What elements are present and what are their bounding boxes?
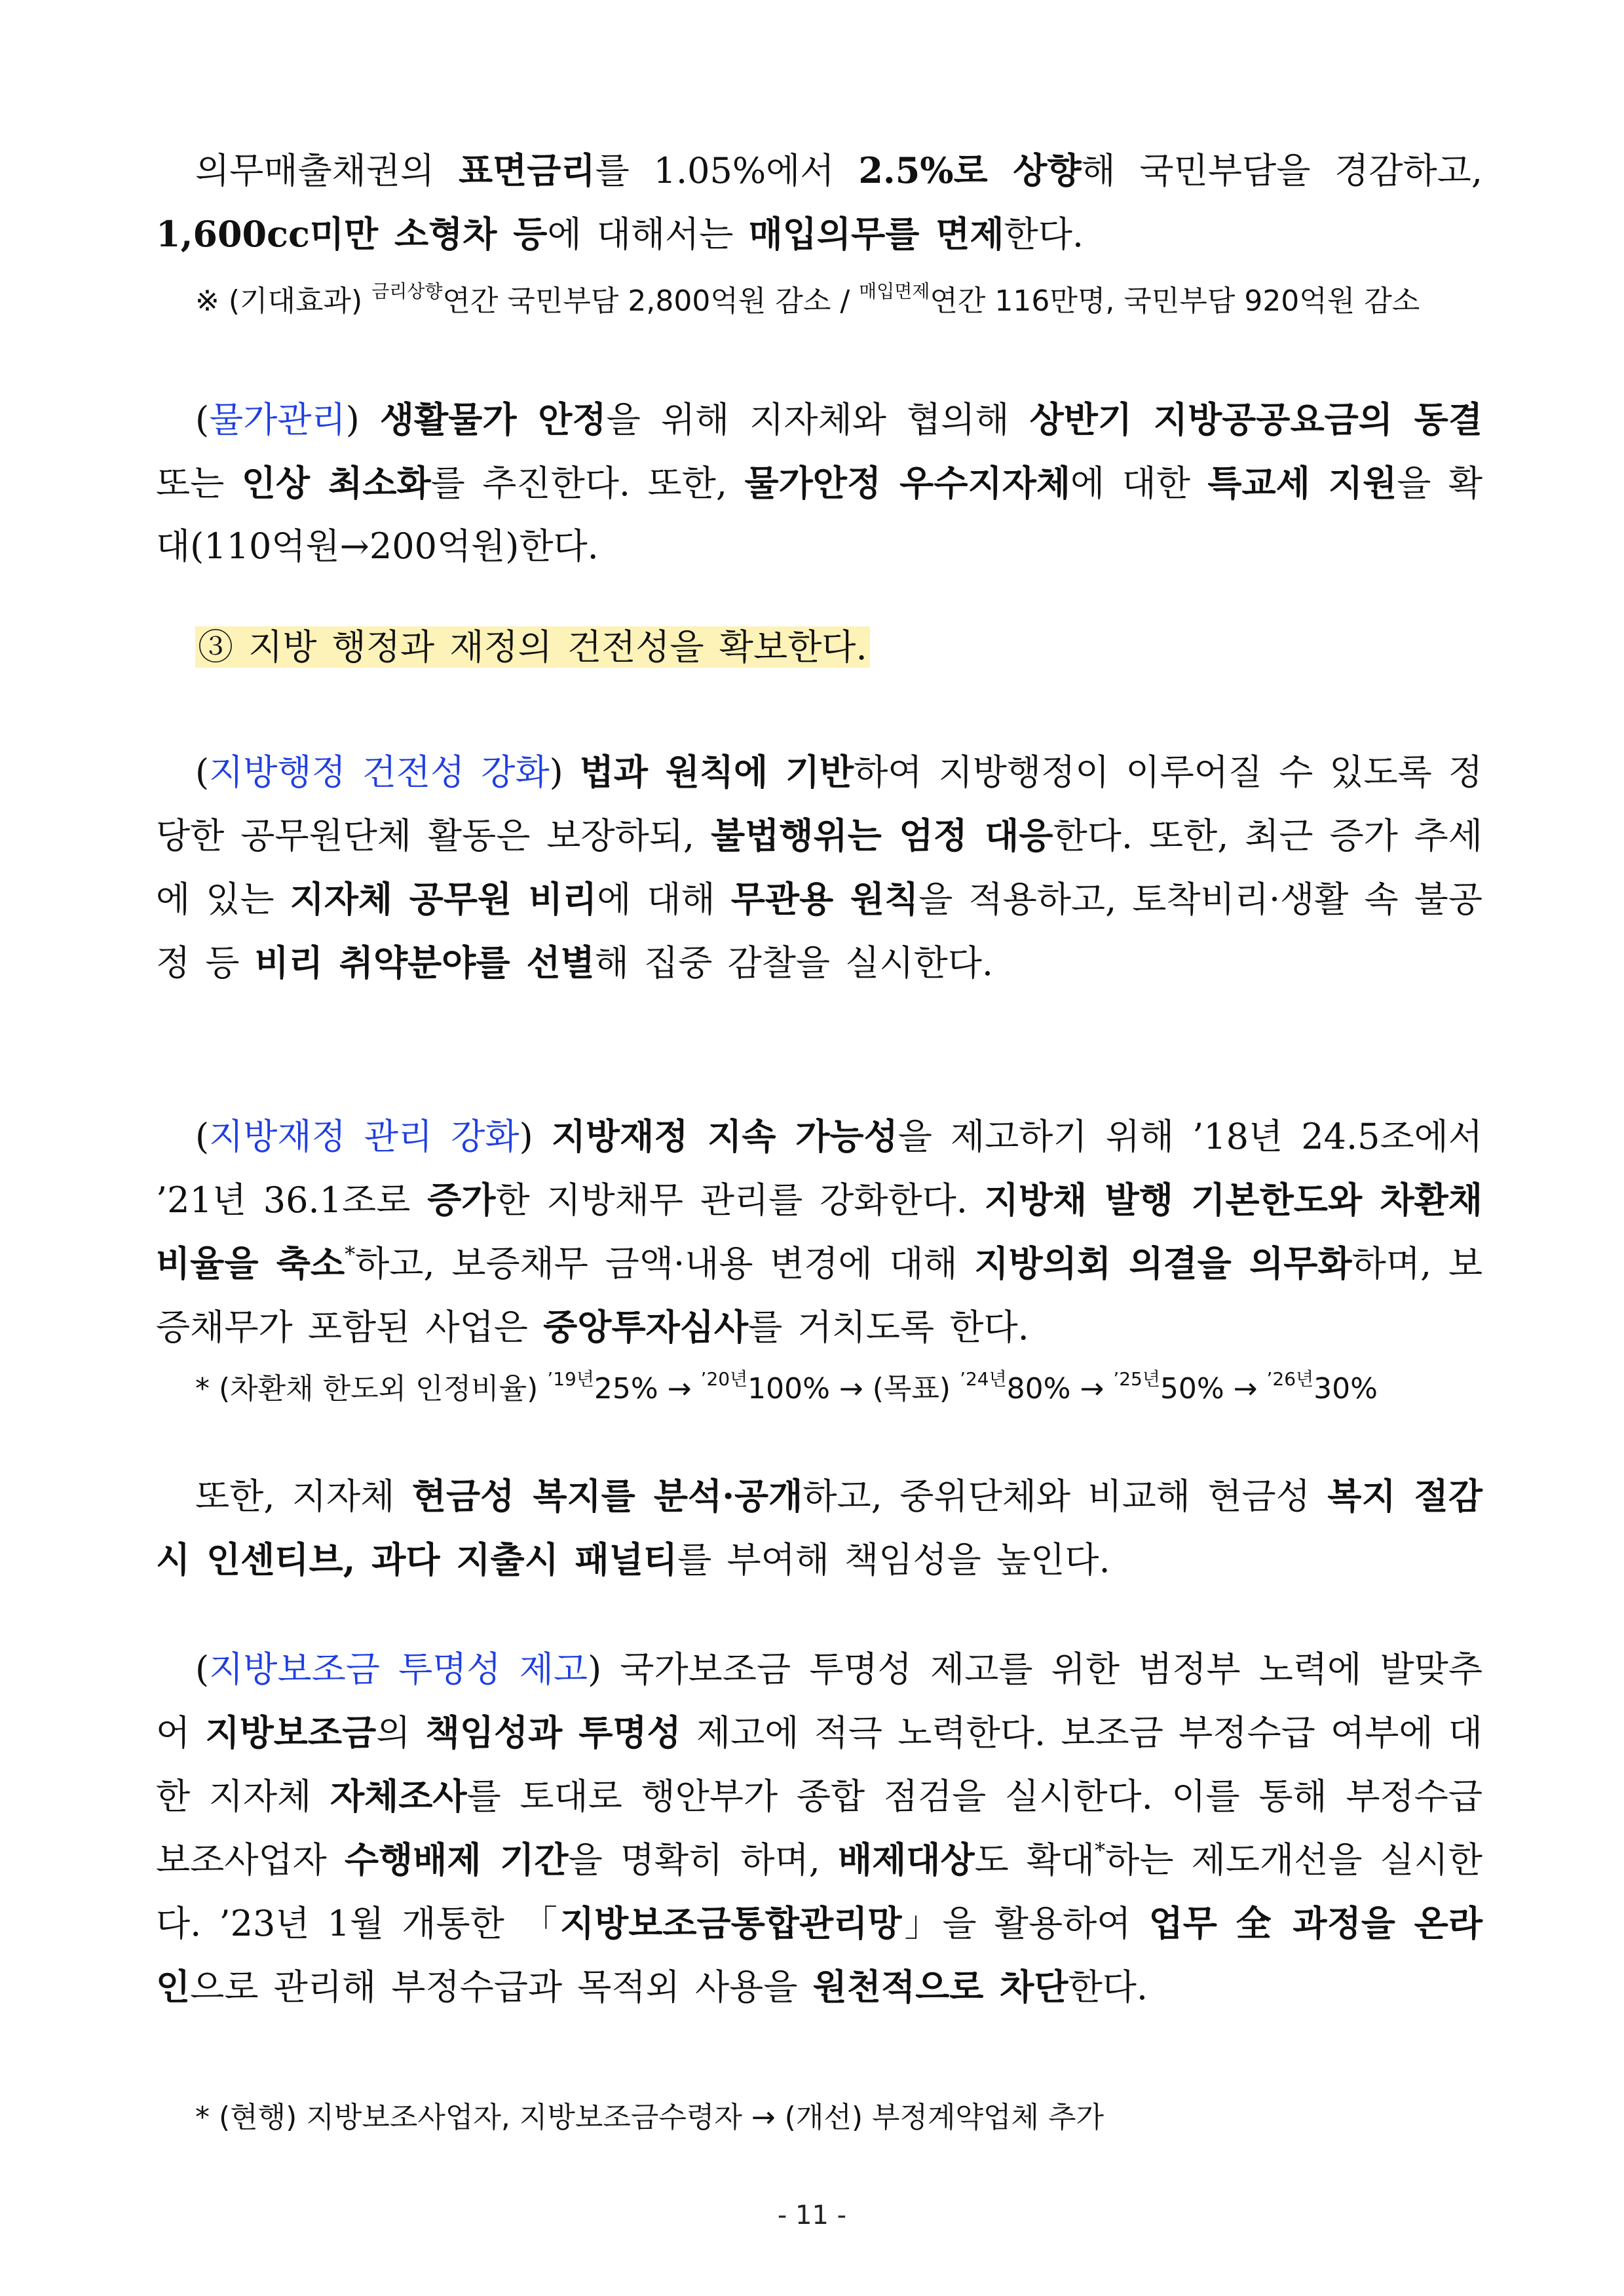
- emphasis: 무관용 원칙: [730, 878, 919, 920]
- text: 」을 활용하여: [901, 1903, 1149, 1944]
- emphasis: 중앙투자심사: [543, 1306, 749, 1348]
- section-heading: [156, 616, 1482, 679]
- footnote-mark: *: [345, 1242, 356, 1267]
- note-expected-effect: [195, 282, 1420, 321]
- paragraph-local-finance: (지방재정 관리 강화) 지방재정 지속 가능성을 제고하기 위해 ’18년 24.5조에서 ’21년 36.1조로 증가한 지방채무 관리를 강화한다. 지방채 발행 기본한도와 차환채 비율을 축소*하고, 보증채무 금액·내용 변경에 대해 지방의회 의결을 의무화하며, 보증채무가 포함된 사업은 중앙투자심사를 거치도록 한다.: [156, 1115, 1483, 1348]
- text: 또한, 지자체: [195, 1476, 412, 1517]
- emphasis: 특교세 지원: [1207, 462, 1397, 504]
- page-number: - 11 -: [777, 2200, 847, 2230]
- emphasis: 지자체 공무원 비리: [290, 878, 597, 920]
- emphasis: 인상 최소화: [241, 462, 431, 504]
- text: 해 집중 감찰을 실시한다.: [594, 942, 994, 984]
- emphasis: 생활물가 안정: [379, 398, 607, 440]
- emphasis: 지방재정 지속 가능성: [551, 1115, 898, 1157]
- note-refinancing-ratio: * (차환채 한도외 인정비율) $^{’19년}$25% → $^{’20년}$100% → (목표) $^{’24년}$80% → $^{’25년}$50% → $^{’26년}$30%: [195, 1368, 1378, 1406]
- note-prefix: ※ (기대효과): [195, 284, 372, 318]
- emphasis: 원천적으로 차단: [812, 1966, 1068, 2008]
- text: 를 부여해 책임성을 높인다.: [677, 1539, 1110, 1580]
- superscript: 매입면제: [859, 280, 930, 302]
- section-tag: 지방보조금 투명성 제고: [209, 1649, 588, 1690]
- year-label: ’25년: [1113, 1368, 1160, 1390]
- text: 연간 국민부담 2,800억원 감소 /: [442, 284, 859, 318]
- emphasis: 지방의회 의결을 의무화: [974, 1242, 1352, 1284]
- section-tag: 지방행정 건전성 강화: [209, 752, 550, 793]
- note-prefix: * (차환채 한도외 인정비율): [195, 1372, 548, 1406]
- emphasis: 업무 全 과정을 온라인: [156, 1902, 1483, 2008]
- text: 한다.: [1068, 1966, 1148, 2008]
- emphasis: 2.5%로 상향: [858, 149, 1082, 191]
- year-label: ’26년: [1266, 1368, 1314, 1390]
- emphasis: 1,600cc미만 소형차 등: [156, 213, 548, 255]
- superscript: 금리상향: [371, 280, 443, 302]
- paragraph-local-admin: (지방행정 건전성 강화) 법과 원칙에 기반하여 지방행정이 이루어질 수 있도록 정당한 공무원단체 활동은 보장하되, 불법행위는 엄정 대응한다. 또한, 최근 증가 추세에 있는 지자체 공무원 비리에 대해 무관용 원칙을 적용하고, 토착비리·생활 속 불공정 등 비리 취약분야를 선별해 집중 감찰을 실시한다.: [156, 751, 1483, 984]
- emphasis: 매입의무를 면제: [748, 213, 1004, 255]
- section-tag: 지방재정 관리 강화: [209, 1116, 519, 1157]
- paragraph-cash-welfare: [156, 1464, 1482, 1592]
- text: 를 거치도록 한다.: [748, 1307, 1029, 1348]
- text: 하여 지방행정이 이루어질 수 있도록 정당한 공무원단체 활동은 보장하되,: [156, 752, 1483, 856]
- text: 를 1.05%에서: [595, 150, 859, 191]
- text: 한다. 또한, 최근 증가 추세에 있는: [156, 815, 1482, 920]
- text: 연간 116만명, 국민부담 920억원 감소: [930, 284, 1420, 318]
- text: 하는 제도개선을 실시한다. ’23년 1월 개통한 「: [156, 1839, 1482, 1944]
- text: 국가보조금 투명성 제고를 위한 범정부 노력에 발맞추어: [156, 1649, 1482, 1753]
- text: 도 확대: [974, 1839, 1095, 1881]
- text: 으로 관리해 부정수급과 목적외 사용을: [190, 1966, 813, 2008]
- emphasis: 불법행위는 엄정 대응: [710, 814, 1053, 856]
- emphasis: 상반기 지방공공요금의 동결: [1029, 398, 1482, 440]
- emphasis: 물가안정 우수지자체: [744, 462, 1070, 504]
- emphasis: 증가: [427, 1179, 496, 1221]
- text: 을 적용하고, 토착비리·생활 속 불공정 등: [156, 879, 1482, 984]
- text: 하고, 중위단체와 비교해 현금성: [803, 1476, 1328, 1517]
- text: 의무매출채권의: [195, 150, 459, 191]
- emphasis: 비리 취약분야를 선별: [254, 942, 595, 984]
- paragraph-bond-rate: [156, 139, 1482, 266]
- text: 에 대해: [597, 879, 731, 920]
- heading-text: 을 확보한다.: [670, 626, 867, 668]
- emphasis: 법과 원칙에 기반: [579, 751, 854, 793]
- emphasis: 지방보조금: [205, 1712, 377, 1753]
- text: 를 추진한다. 또한,: [430, 463, 745, 504]
- paragraph-price-management: (물가관리) 생활물가 안정을 위해 지자체와 협의해 상반기 지방공공요금의 동결 또는 인상 최소화를 추진한다. 또한, 물가안정 우수지자체에 대한 특교세 지원을 확대(110억원→200억원)한다.: [156, 398, 1482, 567]
- emphasis: 배제대상: [837, 1839, 975, 1881]
- text: 한다.: [1004, 214, 1084, 255]
- text: 을 위해 지자체와 협의해: [606, 399, 1030, 440]
- emphasis: 현금성 복지를 분석·공개: [411, 1475, 803, 1517]
- text: 하며, 보증채무가 포함된 사업은: [156, 1243, 1482, 1348]
- text: 에 대한: [1070, 463, 1208, 504]
- text: 제고에 적극 노력한다. 보조금 부정수급 여부에 대한 지자체: [156, 1712, 1482, 1817]
- year-label: ’20년: [700, 1368, 748, 1390]
- text: 또는: [156, 463, 242, 504]
- year-label: ’19년: [547, 1368, 594, 1390]
- text: 한 지방채무 관리를 강화한다.: [495, 1179, 985, 1221]
- footnote-mark: *: [1095, 1838, 1106, 1863]
- heading-highlight: [195, 626, 870, 668]
- emphasis: 지방채 발행 기본한도와 차환채 비율을 축소: [156, 1179, 1483, 1284]
- heading-title: ③ 지방 행정과 재정의 건전성: [198, 626, 670, 668]
- emphasis: 자체조사: [330, 1775, 467, 1817]
- emphasis: 복지 절감시 인센티브, 과다 지출시 패널티: [156, 1475, 1482, 1580]
- text: 에 대해서는: [547, 214, 749, 255]
- note-subsidy-change: * (현행) 지방보조사업자, 지방보조금수령자 → (개선) 부정계약업체 추가: [195, 2101, 1105, 2134]
- emphasis: 표면금리: [458, 149, 595, 191]
- text: 하고, 보증채무 금액·내용 변경에 대해: [355, 1243, 975, 1284]
- emphasis: 지방보조금통합관리망: [559, 1902, 902, 1944]
- text: 을 제고하기 위해 ’18년 24.5조에서 ’21년 36.1조로: [156, 1116, 1483, 1221]
- text: 해 국민부담을 경감하고,: [1081, 150, 1482, 191]
- year-label: ’24년: [960, 1368, 1007, 1390]
- text: 을 확대(110억원→200억원)한다.: [156, 463, 1482, 567]
- paragraph-subsidy-transparency: (지방보조금 투명성 제고) 국가보조금 투명성 제고를 위한 범정부 노력에 발맞추어 지방보조금의 책임성과 투명성 제고에 적극 노력한다. 보조금 부정수급 여부에 대한 지자체 자체조사를 토대로 행안부가 종합 점검을 실시한다. 이를 통해 부정수급 보조사업자 수행배제 기간을 명확히 하며, 배제대상도 확대*하는 제도개선을 실시한다. ’23년 1월 개통한 「지방보조금통합관리망」을 활용하여 업무 全 과정을 온라인으로 관리해 부정수급과 목적외 사용을 원천적으로 차단한다.: [156, 1649, 1483, 2008]
- emphasis: 수행배제 기간: [344, 1839, 569, 1881]
- text: 을 명확히 하며,: [568, 1839, 838, 1881]
- section-tag: 물가관리: [209, 399, 346, 440]
- text: 를 토대로 행안부가 종합 점검을 실시한다. 이를 통해 부정수급 보조사업자: [156, 1776, 1482, 1881]
- emphasis: 책임성과 투명성: [425, 1712, 681, 1753]
